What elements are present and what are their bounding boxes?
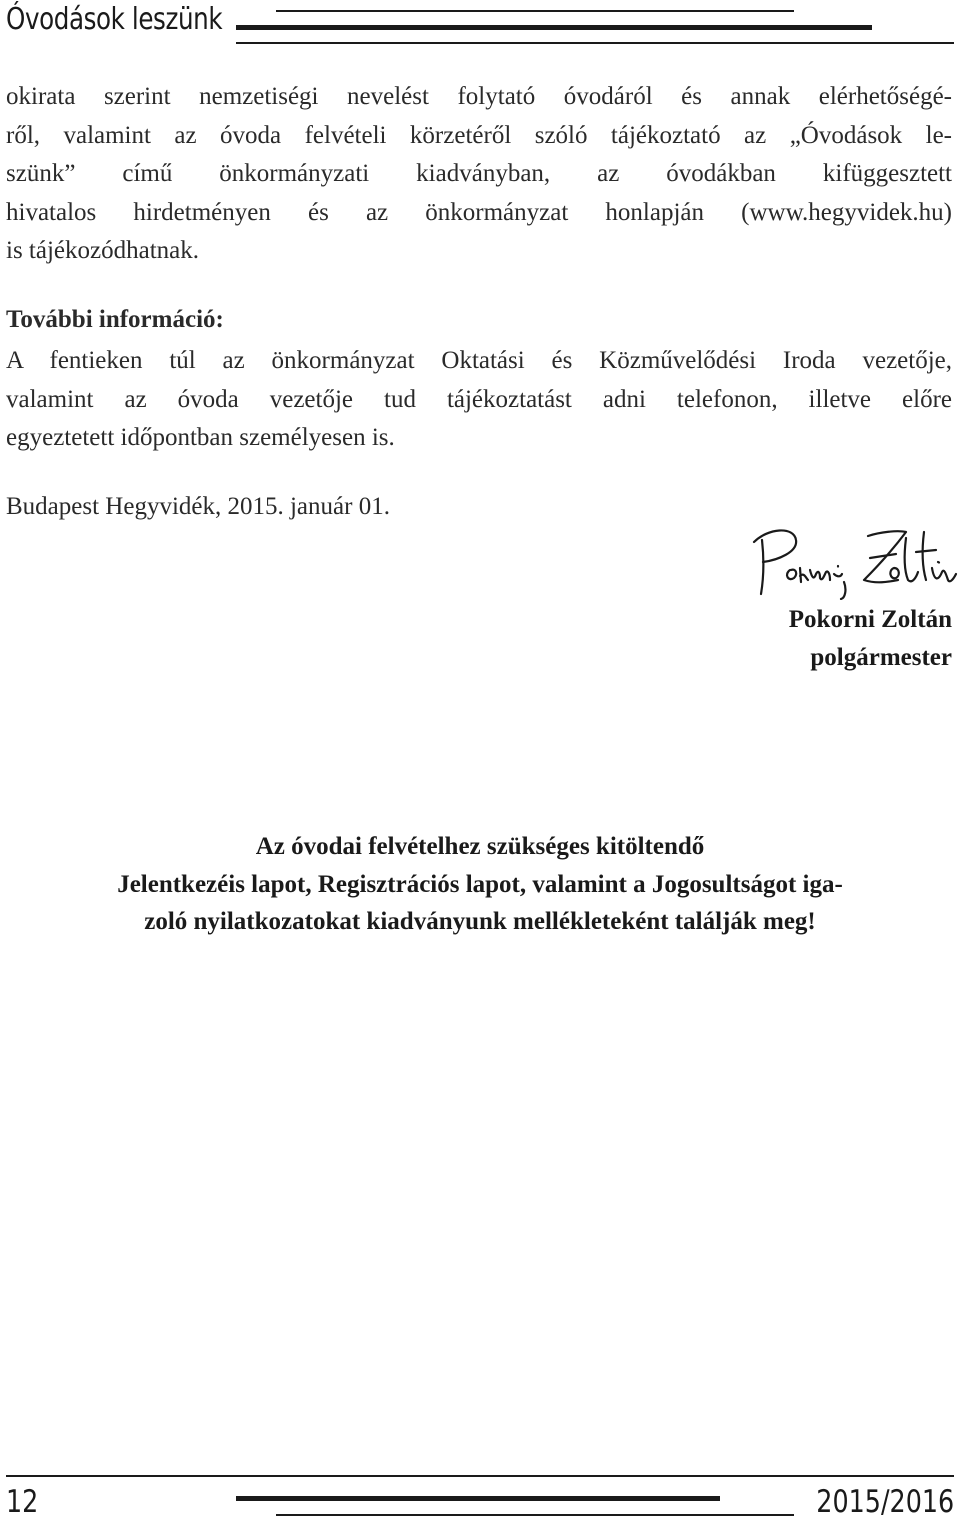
footer-rule-top — [6, 1475, 954, 1477]
signer-title: polgármester — [810, 644, 952, 671]
edition-year: 2015/2016 — [816, 1484, 954, 1520]
paragraph-line: is tájékozódhatnak. — [6, 237, 199, 264]
header-rule-thin — [276, 10, 794, 12]
paragraph-line: hivatalos hirdetményen és az önkormányzat honlapján (www.hegyvidek.hu) — [6, 198, 952, 226]
paragraph-line: A fentieken túl az önkormányzat Oktatási és Közművelődési Iroda vezetője, — [6, 347, 952, 374]
header-rule-thin-bottom — [236, 42, 954, 44]
notice-line: Az óvodai felvételhez szükséges kitöltendő — [255, 833, 705, 860]
signer-name: Pokorni Zoltán — [788, 606, 952, 633]
header-rule-thick — [236, 25, 872, 30]
notice-line: Jelentkezéis lapot, Regisztrációs lapot, valamint a Jogosultságot iga- — [117, 870, 843, 898]
handwritten-signature — [748, 518, 958, 600]
paragraph-line: egyeztetett időpontban személyesen is. — [6, 424, 395, 451]
page-header-title: Óvodások leszünk — [6, 2, 223, 37]
attachment-notice — [10, 828, 950, 941]
paragraph-line: ről, valamint az óvoda felvételi körzetéről szóló tájékoztató az „Óvodások le- — [6, 121, 952, 149]
info-paragraph — [6, 342, 952, 458]
paragraph-line: valamint az óvoda vezetője tud tájékoztatást adni telefonon, illetve előre — [6, 385, 952, 413]
info-heading: További információ: — [6, 306, 224, 333]
paragraph-line: szünk” című önkormányzati kiadványban, az óvodákban kifüggesztett — [6, 160, 952, 187]
footer-rule-thick — [236, 1496, 720, 1501]
date-line: Budapest Hegyvidék, 2015. január 01. — [6, 493, 390, 520]
intro-paragraph — [6, 78, 952, 271]
footer-rule-thin — [276, 1514, 794, 1516]
page-number: 12 — [6, 1484, 39, 1520]
notice-line: zoló nyilatkozatokat kiadványunk mellékleteként találják meg! — [144, 908, 816, 935]
paragraph-line: okirata szerint nemzetiségi nevelést folytató óvodáról és annak elérhetőségé- — [6, 83, 952, 110]
